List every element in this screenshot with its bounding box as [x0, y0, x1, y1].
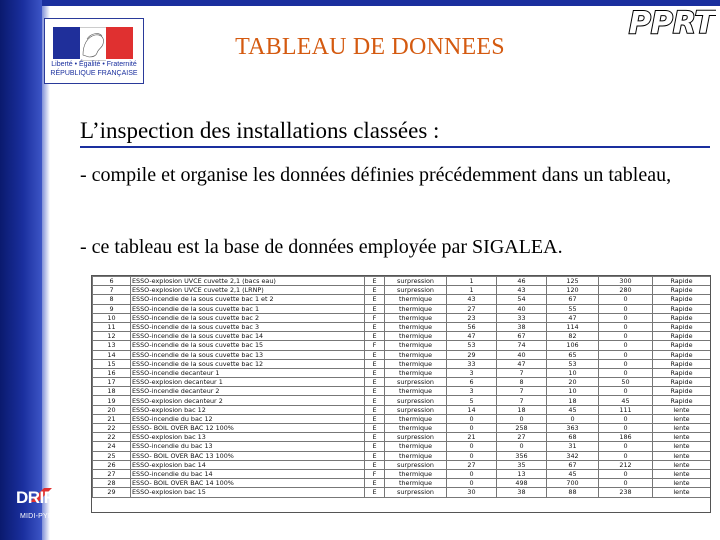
cell-v1: 0	[447, 451, 497, 460]
table-row	[93, 460, 711, 469]
cell-id: 8	[93, 295, 131, 304]
cell-v2: 0	[497, 414, 547, 423]
cell-v2: 47	[497, 359, 547, 368]
cell-effect: surpression	[385, 277, 447, 286]
cell-v4: 280	[599, 286, 653, 295]
cell-class: E	[365, 322, 385, 331]
cell-id: 14	[93, 350, 131, 359]
cell-kinetic: Rapide	[653, 350, 711, 359]
cell-class: E	[365, 286, 385, 295]
cell-scenario: ESSO- BOIL OVER BAC 14 100%	[131, 479, 365, 488]
cell-v3: 114	[547, 322, 599, 331]
cell-v2: 33	[497, 313, 547, 322]
cell-kinetic: lente	[653, 433, 711, 442]
cell-effect: thermique	[385, 479, 447, 488]
cell-v1: 29	[447, 350, 497, 359]
cell-v2: 38	[497, 488, 547, 497]
cell-v2: 74	[497, 341, 547, 350]
cell-scenario: ESSO-explosion bac 13	[131, 433, 365, 442]
cell-v3: 45	[547, 405, 599, 414]
cell-effect: thermique	[385, 368, 447, 377]
cell-v3: 67	[547, 295, 599, 304]
table-row	[93, 313, 711, 322]
cell-scenario: ESSO-incendie decanteur 1	[131, 368, 365, 377]
cell-v1: 0	[447, 479, 497, 488]
cell-scenario: ESSO-incendie du bac 12	[131, 414, 365, 423]
cell-class: E	[365, 414, 385, 423]
data-table-image	[91, 275, 711, 513]
bullet-compile: - compile et organise les données définies précédemment dans un tableau,	[80, 164, 672, 186]
cell-kinetic: lente	[653, 451, 711, 460]
bullet-database: - ce tableau est la base de données employée par SIGALEA.	[80, 236, 563, 258]
cell-v2: 18	[497, 405, 547, 414]
cell-scenario: ESSO-incendie decanteur 2	[131, 387, 365, 396]
cell-v3: 125	[547, 277, 599, 286]
cell-v3: 700	[547, 479, 599, 488]
cell-v1: 43	[447, 295, 497, 304]
cell-v4: 0	[599, 332, 653, 341]
cell-v1: 1	[447, 277, 497, 286]
cell-class: F	[365, 341, 385, 350]
cell-v3: 10	[547, 368, 599, 377]
cell-effect: thermique	[385, 451, 447, 460]
table-row	[93, 295, 711, 304]
cell-kinetic: lente	[653, 488, 711, 497]
cell-id: 6	[93, 277, 131, 286]
cell-effect: thermique	[385, 341, 447, 350]
tricolor-flag-icon	[53, 27, 133, 59]
cell-effect: thermique	[385, 442, 447, 451]
cell-v3: 47	[547, 313, 599, 322]
cell-id: 26	[93, 460, 131, 469]
cell-v2: 7	[497, 368, 547, 377]
cell-v4: 0	[599, 322, 653, 331]
cell-v3: 106	[547, 341, 599, 350]
cell-id: 9	[93, 304, 131, 313]
cell-v3: 363	[547, 424, 599, 433]
cell-v2: 356	[497, 451, 547, 460]
cell-effect: thermique	[385, 359, 447, 368]
table-row	[93, 322, 711, 331]
cell-v4: 50	[599, 378, 653, 387]
cell-v4: 0	[599, 442, 653, 451]
cell-kinetic: lente	[653, 424, 711, 433]
cell-v2: 0	[497, 442, 547, 451]
cell-scenario: ESSO-explosion decanteur 2	[131, 396, 365, 405]
cell-v4: 0	[599, 479, 653, 488]
cell-kinetic: Rapide	[653, 295, 711, 304]
table-row	[93, 414, 711, 423]
cell-effect: thermique	[385, 387, 447, 396]
cell-kinetic: lente	[653, 479, 711, 488]
cell-v3: 10	[547, 387, 599, 396]
table-row	[93, 424, 711, 433]
table-row	[93, 304, 711, 313]
cell-scenario: ESSO-incendie de la sous cuvette bac 15	[131, 341, 365, 350]
cell-id: 22	[93, 424, 131, 433]
cell-v1: 3	[447, 368, 497, 377]
cell-kinetic: lente	[653, 469, 711, 478]
cell-scenario: ESSO-explosion bac 14	[131, 460, 365, 469]
cell-kinetic: Rapide	[653, 332, 711, 341]
table-row	[93, 378, 711, 387]
cell-class: E	[365, 332, 385, 341]
table-row	[93, 368, 711, 377]
cell-v1: 27	[447, 304, 497, 313]
cell-v2: 46	[497, 277, 547, 286]
table-row	[93, 488, 711, 497]
cell-v1: 53	[447, 341, 497, 350]
cell-v4: 0	[599, 469, 653, 478]
cell-v3: 82	[547, 332, 599, 341]
table-row	[93, 359, 711, 368]
cell-id: 25	[93, 451, 131, 460]
table-row	[93, 433, 711, 442]
cell-v4: 0	[599, 414, 653, 423]
cell-v4: 186	[599, 433, 653, 442]
cell-v4: 0	[599, 295, 653, 304]
cell-effect: thermique	[385, 332, 447, 341]
cell-v2: 27	[497, 433, 547, 442]
cell-v1: 1	[447, 286, 497, 295]
cell-effect: surpression	[385, 286, 447, 295]
cell-id: 20	[93, 405, 131, 414]
cell-id: 12	[93, 332, 131, 341]
table-row	[93, 332, 711, 341]
cell-effect: surpression	[385, 433, 447, 442]
cell-id: 15	[93, 359, 131, 368]
table-row	[93, 469, 711, 478]
cell-v1: 0	[447, 424, 497, 433]
cell-id: 19	[93, 396, 131, 405]
cell-scenario: ESSO- BOIL OVER BAC 13 100%	[131, 451, 365, 460]
cell-effect: thermique	[385, 424, 447, 433]
cell-scenario: ESSO-explosion bac 12	[131, 405, 365, 414]
cell-scenario: ESSO-incendie de la sous cuvette bac 2	[131, 313, 365, 322]
cell-kinetic: lente	[653, 405, 711, 414]
cell-id: 29	[93, 488, 131, 497]
cell-v3: 53	[547, 359, 599, 368]
cell-v3: 18	[547, 396, 599, 405]
cell-effect: thermique	[385, 414, 447, 423]
cell-v3: 68	[547, 433, 599, 442]
table-row	[93, 405, 711, 414]
cell-id: 16	[93, 368, 131, 377]
table-row	[93, 479, 711, 488]
pprt-logo	[628, 2, 716, 40]
cell-class: E	[365, 387, 385, 396]
cell-kinetic: Rapide	[653, 359, 711, 368]
cell-v4: 0	[599, 359, 653, 368]
cell-v1: 27	[447, 460, 497, 469]
cell-class: F	[365, 469, 385, 478]
cell-v4: 0	[599, 424, 653, 433]
cell-v1: 14	[447, 405, 497, 414]
cell-v4: 238	[599, 488, 653, 497]
cell-class: F	[365, 313, 385, 322]
table-row	[93, 396, 711, 405]
cell-id: 18	[93, 387, 131, 396]
cell-id: 13	[93, 341, 131, 350]
cell-scenario: ESSO-incendie de la sous cuvette bac 1 et 2	[131, 295, 365, 304]
cell-v3: 342	[547, 451, 599, 460]
cell-v4: 0	[599, 304, 653, 313]
cell-v2: 40	[497, 304, 547, 313]
cell-id: 21	[93, 414, 131, 423]
cell-kinetic: Rapide	[653, 378, 711, 387]
cell-v4: 300	[599, 277, 653, 286]
table-row	[93, 387, 711, 396]
cell-v2: 13	[497, 469, 547, 478]
cell-scenario: ESSO-incendie du bac 13	[131, 442, 365, 451]
cell-v1: 33	[447, 359, 497, 368]
data-table-body	[93, 277, 711, 498]
cell-id: 24	[93, 442, 131, 451]
cell-scenario: ESSO-incendie de la sous cuvette bac 14	[131, 332, 365, 341]
cell-id: 27	[93, 469, 131, 478]
cell-kinetic: Rapide	[653, 322, 711, 331]
cell-v2: 7	[497, 396, 547, 405]
table-row	[93, 350, 711, 359]
cell-v3: 45	[547, 469, 599, 478]
cell-v1: 47	[447, 332, 497, 341]
cell-class: E	[365, 479, 385, 488]
cell-v2: 258	[497, 424, 547, 433]
cell-scenario: ESSO-incendie de la sous cuvette bac 13	[131, 350, 365, 359]
section-subtitle: L’inspection des installations classées :	[80, 118, 440, 143]
cell-class: E	[365, 424, 385, 433]
cell-v2: 43	[497, 286, 547, 295]
cell-class: E	[365, 405, 385, 414]
cell-scenario: ESSO- BOIL OVER BAC 12 100%	[131, 424, 365, 433]
table-row	[93, 442, 711, 451]
cell-effect: surpression	[385, 460, 447, 469]
cell-v1: 0	[447, 442, 497, 451]
page-title: TABLEAU DE DONNEES	[235, 34, 505, 60]
cell-v4: 45	[599, 396, 653, 405]
cell-kinetic: Rapide	[653, 368, 711, 377]
subtitle-underline	[80, 146, 710, 148]
cell-effect: surpression	[385, 378, 447, 387]
cell-kinetic: Rapide	[653, 387, 711, 396]
cell-kinetic: lente	[653, 442, 711, 451]
cell-scenario: ESSO-incendie de la sous cuvette bac 12	[131, 359, 365, 368]
cell-effect: thermique	[385, 295, 447, 304]
cell-v2: 38	[497, 322, 547, 331]
cell-kinetic: Rapide	[653, 277, 711, 286]
republique-francaise-logo	[44, 18, 144, 84]
marianne-icon	[53, 27, 133, 59]
cell-v2: 40	[497, 350, 547, 359]
cell-kinetic: Rapide	[653, 286, 711, 295]
cell-v1: 56	[447, 322, 497, 331]
cell-kinetic: lente	[653, 414, 711, 423]
table-row	[93, 286, 711, 295]
cell-scenario: ESSO-explosion UVCE cuvette 2,1 (LRNP)	[131, 286, 365, 295]
cell-scenario: ESSO-explosion decanteur 1	[131, 378, 365, 387]
cell-id: 7	[93, 286, 131, 295]
cell-scenario: ESSO-incendie du bac 14	[131, 469, 365, 478]
cell-class: E	[365, 442, 385, 451]
cell-v2: 498	[497, 479, 547, 488]
cell-v4: 212	[599, 460, 653, 469]
cell-id: 22	[93, 433, 131, 442]
cell-v2: 67	[497, 332, 547, 341]
cell-id: 10	[93, 313, 131, 322]
cell-v2: 54	[497, 295, 547, 304]
cell-v3: 31	[547, 442, 599, 451]
cell-effect: surpression	[385, 396, 447, 405]
cell-v1: 23	[447, 313, 497, 322]
cell-effect: thermique	[385, 304, 447, 313]
cell-class: E	[365, 460, 385, 469]
cell-v3: 0	[547, 414, 599, 423]
cell-effect: thermique	[385, 322, 447, 331]
cell-class: E	[365, 451, 385, 460]
cell-class: E	[365, 277, 385, 286]
cell-kinetic: Rapide	[653, 304, 711, 313]
cell-class: E	[365, 396, 385, 405]
cell-effect: surpression	[385, 405, 447, 414]
cell-v4: 0	[599, 341, 653, 350]
cell-v4: 0	[599, 313, 653, 322]
cell-v2: 8	[497, 378, 547, 387]
table-row	[93, 277, 711, 286]
cell-v1: 5	[447, 396, 497, 405]
cell-v3: 67	[547, 460, 599, 469]
cell-v1: 21	[447, 433, 497, 442]
logo-motto: Liberté • Égalité • Fraternité RÉPUBLIQUE FRANÇAISE	[50, 61, 138, 77]
cell-v3: 55	[547, 304, 599, 313]
table-row	[93, 341, 711, 350]
cell-v2: 35	[497, 460, 547, 469]
cell-class: E	[365, 433, 385, 442]
cell-v4: 0	[599, 387, 653, 396]
cell-scenario: ESSO-explosion UVCE cuvette 2,1 (bacs eau)	[131, 277, 365, 286]
cell-scenario: ESSO-incendie de la sous cuvette bac 3	[131, 322, 365, 331]
cell-v3: 20	[547, 378, 599, 387]
top-decorative-band	[42, 0, 720, 6]
table-row	[93, 451, 711, 460]
drire-logo: DRIRE MIDI-PYRÉNÉES	[8, 486, 88, 526]
cell-v3: 120	[547, 286, 599, 295]
cell-kinetic: lente	[653, 460, 711, 469]
cell-class: E	[365, 368, 385, 377]
cell-kinetic: Rapide	[653, 313, 711, 322]
cell-v2: 7	[497, 387, 547, 396]
cell-v1: 3	[447, 387, 497, 396]
cell-class: E	[365, 295, 385, 304]
cell-v3: 65	[547, 350, 599, 359]
cell-v4: 0	[599, 451, 653, 460]
cell-v1: 0	[447, 469, 497, 478]
left-decorative-band	[0, 0, 42, 540]
cell-v4: 0	[599, 350, 653, 359]
cell-class: E	[365, 488, 385, 497]
cell-id: 11	[93, 322, 131, 331]
cell-class: E	[365, 378, 385, 387]
cell-scenario: ESSO-explosion bac 15	[131, 488, 365, 497]
cell-scenario: ESSO-incendie de la sous cuvette bac 1	[131, 304, 365, 313]
cell-id: 28	[93, 479, 131, 488]
cell-kinetic: Rapide	[653, 341, 711, 350]
cell-v1: 6	[447, 378, 497, 387]
cell-id: 17	[93, 378, 131, 387]
cell-class: E	[365, 304, 385, 313]
cell-v1: 30	[447, 488, 497, 497]
cell-class: E	[365, 359, 385, 368]
cell-class: E	[365, 350, 385, 359]
svg-text:PPRT: PPRT	[628, 6, 716, 40]
cell-effect: thermique	[385, 313, 447, 322]
cell-effect: thermique	[385, 350, 447, 359]
cell-v4: 0	[599, 368, 653, 377]
cell-v3: 88	[547, 488, 599, 497]
cell-v4: 111	[599, 405, 653, 414]
cell-effect: surpression	[385, 488, 447, 497]
cell-effect: thermique	[385, 469, 447, 478]
cell-v1: 0	[447, 414, 497, 423]
cell-kinetic: Rapide	[653, 396, 711, 405]
